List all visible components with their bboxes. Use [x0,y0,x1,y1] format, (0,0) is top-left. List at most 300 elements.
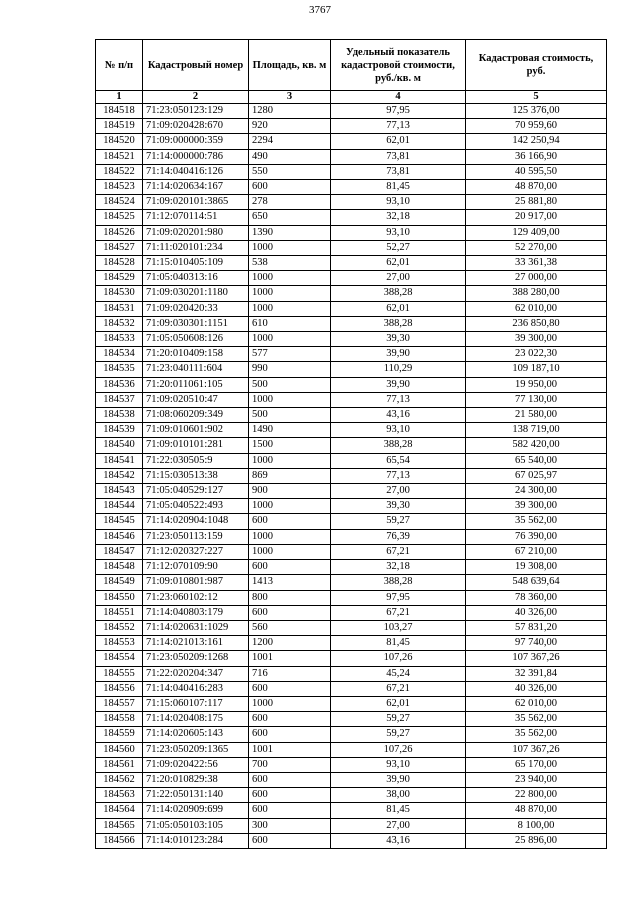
cell-row-number: 184520 [96,134,143,149]
cell-row-number: 184525 [96,210,143,225]
cell-specific-value: 110,29 [331,362,466,377]
cell-cadastral-value: 35 562,00 [466,514,607,529]
cell-cadastral-value: 24 300,00 [466,484,607,499]
cell-specific-value: 73,81 [331,164,466,179]
cell-row-number: 184552 [96,620,143,635]
cell-cadastral-number: 71:08:060209:349 [143,408,249,423]
cell-specific-value: 59,27 [331,514,466,529]
cell-cadastral-value: 67 210,00 [466,544,607,559]
cell-row-number: 184550 [96,590,143,605]
cell-row-number: 184522 [96,164,143,179]
cell-area: 1000 [249,271,331,286]
cell-specific-value: 93,10 [331,225,466,240]
cell-cadastral-number: 71:22:020204:347 [143,666,249,681]
cell-area: 1000 [249,286,331,301]
column-number: 5 [466,91,607,104]
table-row [96,149,607,164]
cell-cadastral-value: 35 562,00 [466,727,607,742]
cell-row-number: 184562 [96,772,143,787]
cell-cadastral-value: 62 010,00 [466,696,607,711]
cell-cadastral-value: 548 639,64 [466,575,607,590]
table-row [96,484,607,499]
cell-cadastral-number: 71:05:040529:127 [143,484,249,499]
cell-specific-value: 39,90 [331,347,466,362]
table-row [96,544,607,559]
cell-specific-value: 93,10 [331,195,466,210]
cell-area: 600 [249,681,331,696]
table-row [96,362,607,377]
cell-cadastral-value: 23 022,30 [466,347,607,362]
cell-area: 600 [249,605,331,620]
cell-cadastral-value: 582 420,00 [466,438,607,453]
cell-cadastral-number: 71:14:021013:161 [143,636,249,651]
cell-cadastral-value: 20 917,00 [466,210,607,225]
cell-row-number: 184532 [96,316,143,331]
cell-row-number: 184528 [96,256,143,271]
cell-area: 1000 [249,544,331,559]
cell-cadastral-value: 109 187,10 [466,362,607,377]
cell-cadastral-number: 71:09:010601:902 [143,423,249,438]
table-row [96,833,607,848]
cell-row-number: 184560 [96,742,143,757]
cell-area: 560 [249,620,331,635]
cell-cadastral-value: 35 562,00 [466,712,607,727]
cell-cadastral-value: 97 740,00 [466,636,607,651]
cell-specific-value: 97,95 [331,104,466,119]
cell-cadastral-value: 388 280,00 [466,286,607,301]
cell-specific-value: 65,54 [331,453,466,468]
cell-cadastral-number: 71:09:020101:3865 [143,195,249,210]
cell-cadastral-value: 70 959,60 [466,119,607,134]
page-number: 3767 [309,4,331,16]
table-row [96,119,607,134]
cell-row-number: 184565 [96,818,143,833]
table-row [96,605,607,620]
cell-row-number: 184518 [96,104,143,119]
table-row [96,696,607,711]
cell-cadastral-number: 71:22:030505:9 [143,453,249,468]
cell-row-number: 184536 [96,377,143,392]
cell-area: 1000 [249,499,331,514]
cell-area: 869 [249,468,331,483]
cell-row-number: 184566 [96,833,143,848]
cell-specific-value: 388,28 [331,438,466,453]
table-row [96,438,607,453]
cell-row-number: 184526 [96,225,143,240]
cell-area: 1490 [249,423,331,438]
cell-cadastral-number: 71:20:011061:105 [143,377,249,392]
header-area: Площадь, кв. м [249,40,331,91]
cell-specific-value: 27,00 [331,271,466,286]
cell-row-number: 184563 [96,788,143,803]
cell-row-number: 184534 [96,347,143,362]
header-row [96,40,607,91]
cell-cadastral-number: 71:09:020510:47 [143,392,249,407]
cell-specific-value: 73,81 [331,149,466,164]
cell-cadastral-number: 71:05:040313:16 [143,271,249,286]
cell-row-number: 184527 [96,240,143,255]
cell-specific-value: 93,10 [331,757,466,772]
cell-area: 1000 [249,332,331,347]
column-number-row [96,91,607,104]
cell-cadastral-number: 71:09:020420:33 [143,301,249,316]
cell-specific-value: 103,27 [331,620,466,635]
cell-cadastral-value: 23 940,00 [466,772,607,787]
cell-cadastral-value: 78 360,00 [466,590,607,605]
cell-area: 600 [249,833,331,848]
table-row [96,134,607,149]
cell-specific-value: 388,28 [331,316,466,331]
table-row [96,681,607,696]
cell-row-number: 184531 [96,301,143,316]
cell-row-number: 184546 [96,529,143,544]
table-row [96,712,607,727]
cell-cadastral-value: 25 881,80 [466,195,607,210]
cell-area: 600 [249,712,331,727]
cell-area: 550 [249,164,331,179]
cell-specific-value: 45,24 [331,666,466,681]
table-row [96,104,607,119]
cell-cadastral-value: 27 000,00 [466,271,607,286]
cell-row-number: 184530 [96,286,143,301]
cell-row-number: 184533 [96,332,143,347]
cell-area: 577 [249,347,331,362]
cell-cadastral-number: 71:15:010405:109 [143,256,249,271]
header-specific-value: Удельный показатель кадастровой стоимости, руб./кв. м [331,40,466,91]
cell-specific-value: 52,27 [331,240,466,255]
cell-area: 2294 [249,134,331,149]
cell-cadastral-value: 8 100,00 [466,818,607,833]
cell-specific-value: 27,00 [331,484,466,499]
cell-row-number: 184549 [96,575,143,590]
cell-cadastral-number: 71:23:050209:1268 [143,651,249,666]
cell-specific-value: 76,39 [331,529,466,544]
cell-cadastral-number: 71:09:020201:980 [143,225,249,240]
cell-cadastral-value: 19 308,00 [466,560,607,575]
table-row [96,392,607,407]
table-row [96,286,607,301]
cell-area: 600 [249,514,331,529]
cell-specific-value: 32,18 [331,210,466,225]
table-row [96,727,607,742]
cell-row-number: 184524 [96,195,143,210]
cell-specific-value: 107,26 [331,742,466,757]
cell-specific-value: 67,21 [331,681,466,696]
table-row [96,316,607,331]
cell-row-number: 184539 [96,423,143,438]
cell-specific-value: 67,21 [331,544,466,559]
cell-area: 800 [249,590,331,605]
cell-cadastral-number: 71:14:000000:786 [143,149,249,164]
cell-cadastral-number: 71:14:020904:1048 [143,514,249,529]
cell-cadastral-number: 71:14:020634:167 [143,180,249,195]
cell-cadastral-value: 19 950,00 [466,377,607,392]
cell-cadastral-number: 71:15:060107:117 [143,696,249,711]
cell-area: 1000 [249,696,331,711]
cell-row-number: 184558 [96,712,143,727]
cell-cadastral-value: 65 170,00 [466,757,607,772]
cell-cadastral-number: 71:23:050123:129 [143,104,249,119]
cell-specific-value: 39,90 [331,772,466,787]
cell-specific-value: 62,01 [331,696,466,711]
table-row [96,195,607,210]
cell-specific-value: 32,18 [331,560,466,575]
table-row [96,210,607,225]
cell-specific-value: 62,01 [331,256,466,271]
table-row [96,408,607,423]
cell-specific-value: 62,01 [331,134,466,149]
cell-row-number: 184529 [96,271,143,286]
cell-row-number: 184523 [96,180,143,195]
cell-cadastral-number: 71:23:060102:12 [143,590,249,605]
cell-area: 600 [249,180,331,195]
table-row [96,666,607,681]
cell-cadastral-value: 39 300,00 [466,332,607,347]
cell-area: 1200 [249,636,331,651]
cell-cadastral-number: 71:05:040522:493 [143,499,249,514]
cell-cadastral-value: 25 896,00 [466,833,607,848]
table-row [96,453,607,468]
table-row [96,651,607,666]
cell-cadastral-number: 71:23:040111:604 [143,362,249,377]
table-row [96,332,607,347]
cell-row-number: 184538 [96,408,143,423]
table-row [96,529,607,544]
cell-area: 920 [249,119,331,134]
cell-area: 1000 [249,301,331,316]
cell-area: 1413 [249,575,331,590]
cell-area: 1001 [249,651,331,666]
cell-row-number: 184555 [96,666,143,681]
cell-area: 490 [249,149,331,164]
cell-row-number: 184544 [96,499,143,514]
table-row [96,180,607,195]
cell-cadastral-number: 71:09:030301:1151 [143,316,249,331]
table-row [96,560,607,575]
cell-cadastral-value: 21 580,00 [466,408,607,423]
cell-cadastral-number: 71:15:030513:38 [143,468,249,483]
cell-row-number: 184542 [96,468,143,483]
cell-row-number: 184537 [96,392,143,407]
cell-cadastral-number: 71:14:020909:699 [143,803,249,818]
cell-specific-value: 77,13 [331,468,466,483]
cell-cadastral-number: 71:05:050608:126 [143,332,249,347]
cell-row-number: 184521 [96,149,143,164]
cell-cadastral-value: 40 326,00 [466,681,607,696]
cell-specific-value: 39,30 [331,499,466,514]
cell-specific-value: 93,10 [331,423,466,438]
cell-specific-value: 97,95 [331,590,466,605]
cell-cadastral-value: 77 130,00 [466,392,607,407]
cell-row-number: 184561 [96,757,143,772]
cell-area: 600 [249,772,331,787]
table-row [96,575,607,590]
cell-cadastral-value: 107 367,26 [466,742,607,757]
cell-area: 278 [249,195,331,210]
cell-cadastral-value: 32 391,84 [466,666,607,681]
table-row [96,499,607,514]
cell-row-number: 184557 [96,696,143,711]
cell-row-number: 184543 [96,484,143,499]
cell-cadastral-value: 22 800,00 [466,788,607,803]
cadastral-value-table [95,39,607,849]
cell-cadastral-value: 65 540,00 [466,453,607,468]
cell-cadastral-value: 48 870,00 [466,803,607,818]
table-row [96,590,607,605]
cell-specific-value: 77,13 [331,392,466,407]
column-number: 1 [96,91,143,104]
cell-cadastral-value: 39 300,00 [466,499,607,514]
cell-row-number: 184548 [96,560,143,575]
table-row [96,423,607,438]
cell-area: 600 [249,788,331,803]
cell-row-number: 184551 [96,605,143,620]
cell-cadastral-number: 71:23:050209:1365 [143,742,249,757]
cell-cadastral-number: 71:14:020631:1029 [143,620,249,635]
cell-cadastral-value: 52 270,00 [466,240,607,255]
cell-specific-value: 388,28 [331,575,466,590]
cell-specific-value: 107,26 [331,651,466,666]
cell-cadastral-number: 71:23:050113:159 [143,529,249,544]
cell-area: 990 [249,362,331,377]
cell-cadastral-number: 71:14:040803:179 [143,605,249,620]
table-row [96,240,607,255]
cell-cadastral-number: 71:11:020101:234 [143,240,249,255]
cell-area: 900 [249,484,331,499]
table-row [96,514,607,529]
cell-specific-value: 39,90 [331,377,466,392]
cell-area: 1500 [249,438,331,453]
cell-cadastral-number: 71:09:000000:359 [143,134,249,149]
table-row [96,164,607,179]
table-row [96,256,607,271]
cell-row-number: 184535 [96,362,143,377]
cell-area: 1390 [249,225,331,240]
column-number: 3 [249,91,331,104]
cell-row-number: 184554 [96,651,143,666]
table-row [96,468,607,483]
cell-cadastral-value: 236 850,80 [466,316,607,331]
cell-cadastral-value: 40 595,50 [466,164,607,179]
cell-area: 538 [249,256,331,271]
cell-cadastral-number: 71:14:020408:175 [143,712,249,727]
cell-cadastral-value: 48 870,00 [466,180,607,195]
cell-specific-value: 81,45 [331,803,466,818]
cell-specific-value: 38,00 [331,788,466,803]
cell-cadastral-number: 71:09:010101:281 [143,438,249,453]
table-row [96,636,607,651]
cell-area: 500 [249,377,331,392]
table-row [96,742,607,757]
header-row-number: № п/п [96,40,143,91]
cell-area: 1000 [249,240,331,255]
cell-cadastral-value: 36 166,90 [466,149,607,164]
cell-specific-value: 62,01 [331,301,466,316]
table-row [96,377,607,392]
table-row [96,271,607,286]
cell-cadastral-value: 142 250,94 [466,134,607,149]
cell-area: 300 [249,818,331,833]
cell-area: 1000 [249,392,331,407]
cell-area: 1000 [249,529,331,544]
cell-cadastral-number: 71:12:070109:90 [143,560,249,575]
cell-specific-value: 39,30 [331,332,466,347]
column-number: 4 [331,91,466,104]
table-body [96,104,607,849]
cell-area: 650 [249,210,331,225]
cell-area: 610 [249,316,331,331]
cell-cadastral-value: 33 361,38 [466,256,607,271]
cell-specific-value: 81,45 [331,636,466,651]
cell-area: 600 [249,803,331,818]
cell-area: 716 [249,666,331,681]
table-row [96,225,607,240]
table-row [96,788,607,803]
column-number: 2 [143,91,249,104]
cell-specific-value: 77,13 [331,119,466,134]
cell-specific-value: 27,00 [331,818,466,833]
cell-cadastral-number: 71:22:050131:140 [143,788,249,803]
cell-row-number: 184519 [96,119,143,134]
cell-cadastral-number: 71:09:020428:670 [143,119,249,134]
cell-row-number: 184564 [96,803,143,818]
cell-row-number: 184545 [96,514,143,529]
cell-cadastral-value: 125 376,00 [466,104,607,119]
cell-cadastral-value: 76 390,00 [466,529,607,544]
cell-cadastral-number: 71:14:040416:283 [143,681,249,696]
cell-cadastral-number: 71:12:020327:227 [143,544,249,559]
table-row [96,347,607,362]
cell-specific-value: 388,28 [331,286,466,301]
cell-cadastral-number: 71:09:010801:987 [143,575,249,590]
cell-row-number: 184556 [96,681,143,696]
table-row [96,772,607,787]
cell-area: 500 [249,408,331,423]
cell-cadastral-number: 71:14:020605:143 [143,727,249,742]
cell-specific-value: 59,27 [331,727,466,742]
table-row [96,620,607,635]
cell-cadastral-value: 62 010,00 [466,301,607,316]
cell-cadastral-number: 71:20:010409:158 [143,347,249,362]
cell-cadastral-value: 67 025,97 [466,468,607,483]
cell-specific-value: 43,16 [331,408,466,423]
cell-specific-value: 81,45 [331,180,466,195]
header-cadastral-value: Кадастровая стоимость, руб. [466,40,607,91]
cell-cadastral-number: 71:14:010123:284 [143,833,249,848]
cell-cadastral-number: 71:09:020422:56 [143,757,249,772]
cell-cadastral-number: 71:05:050103:105 [143,818,249,833]
table-row [96,757,607,772]
header-cadastral-number: Кадастровый номер [143,40,249,91]
table-row [96,803,607,818]
cell-cadastral-number: 71:20:010829:38 [143,772,249,787]
cell-specific-value: 59,27 [331,712,466,727]
cell-specific-value: 67,21 [331,605,466,620]
cell-cadastral-number: 71:09:030201:1180 [143,286,249,301]
cell-cadastral-value: 129 409,00 [466,225,607,240]
cell-cadastral-number: 71:12:070114:51 [143,210,249,225]
cell-area: 600 [249,560,331,575]
cell-row-number: 184547 [96,544,143,559]
table-row [96,301,607,316]
cell-row-number: 184553 [96,636,143,651]
cell-cadastral-value: 57 831,20 [466,620,607,635]
cell-cadastral-number: 71:14:040416:126 [143,164,249,179]
cell-area: 700 [249,757,331,772]
cell-cadastral-value: 138 719,00 [466,423,607,438]
cell-row-number: 184559 [96,727,143,742]
cell-row-number: 184541 [96,453,143,468]
